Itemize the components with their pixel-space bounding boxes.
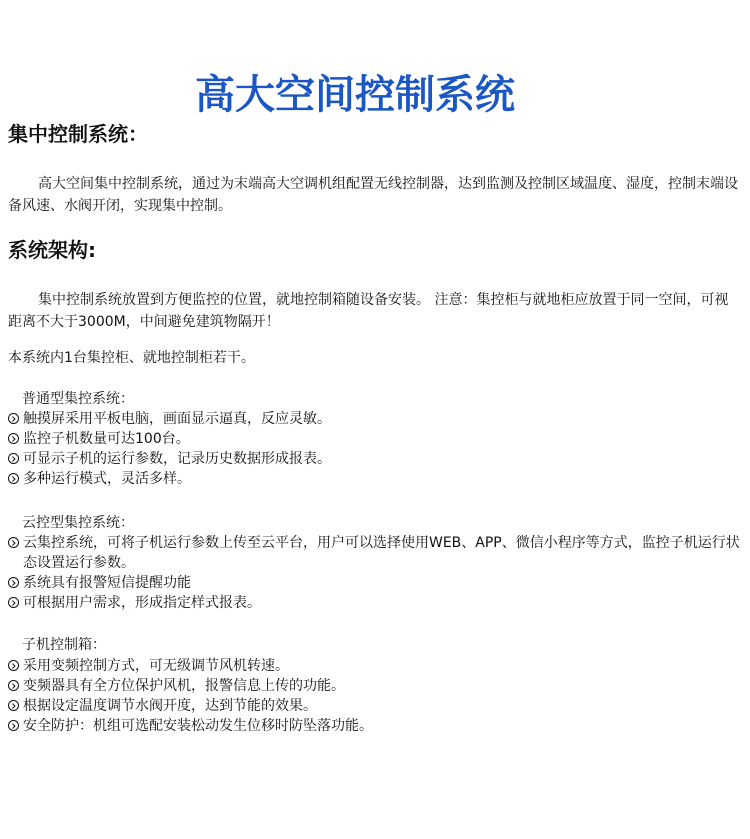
circled-chevron-right-icon <box>8 700 19 711</box>
list-item <box>8 696 743 716</box>
circled-chevron-right-icon <box>8 720 19 731</box>
list-item-text: 监控子机数量可达100台。 <box>23 431 190 447</box>
circled-chevron-right-icon <box>8 577 19 588</box>
standard-feature-list <box>8 409 743 489</box>
circled-chevron-right-icon <box>8 537 19 548</box>
list-item <box>8 656 743 676</box>
circled-chevron-right-icon <box>8 660 19 671</box>
list-item <box>8 676 743 696</box>
group-title-standard: 普通型集控系统： <box>22 391 134 407</box>
list-item-text: 系统具有报警短信提醒功能 <box>23 575 191 591</box>
group-title-sub-controller: 子机控制箱： <box>22 637 106 653</box>
list-item <box>8 429 743 449</box>
list-item <box>8 593 743 613</box>
architecture-note: 本系统内1台集控柜、就地控制柜若干。 <box>8 350 255 366</box>
list-item <box>8 716 743 736</box>
central-control-paragraph <box>8 173 740 217</box>
cloud-feature-list <box>8 533 743 613</box>
circled-chevron-right-icon <box>8 453 19 464</box>
group-title-cloud: 云控型集控系统： <box>22 515 134 531</box>
list-item <box>8 449 743 469</box>
circled-chevron-right-icon <box>8 680 19 691</box>
list-item-text: 多种运行模式，灵活多样。 <box>23 471 191 487</box>
list-item <box>8 533 743 573</box>
sub-controller-feature-list <box>8 656 743 736</box>
architecture-text: 集中控制系统放置到方便监控的位置，就地控制箱随设备安装。 注意：集控柜与就地柜应放置于同一空间，可视距离不大于3000M，中间避免建筑物隔开！ <box>8 292 729 330</box>
list-item-text: 触摸屏采用平板电脑，画面显示逼真，反应灵敏。 <box>23 411 331 427</box>
list-item-text: 变频器具有全方位保护风机，报警信息上传的功能。 <box>23 678 345 694</box>
circled-chevron-right-icon <box>8 413 19 424</box>
central-control-text: 高大空间集中控制系统，通过为末端高大空调机组配置无线控制器，达到监测及控制区域温度、湿度，控制末端设备风速、水阀开闭，实现集中控制。 <box>8 176 738 214</box>
list-item-text: 安全防护：机组可选配安装松动发生位移时防坠落功能。 <box>23 718 373 734</box>
page-title: 高大空间控制系统 <box>195 71 515 118</box>
architecture-paragraph <box>8 289 740 333</box>
list-item <box>8 573 743 593</box>
circled-chevron-right-icon <box>8 473 19 484</box>
list-item <box>8 469 743 489</box>
list-item-text: 根据设定温度调节水阀开度，达到节能的效果。 <box>23 698 317 714</box>
list-item <box>8 409 743 429</box>
list-item-text: 可显示子机的运行参数，记录历史数据形成报表。 <box>23 451 331 467</box>
section-heading-architecture: 系统架构: <box>8 238 96 262</box>
list-item-text: 云集控系统，可将子机运行参数上传至云平台，用户可以选择使用WEB、APP、微信小程序等方式，监控子机运行状态设置运行参数。 <box>23 535 740 571</box>
list-item-text: 可根据用户需求，形成指定样式报表。 <box>23 595 261 611</box>
circled-chevron-right-icon <box>8 433 19 444</box>
section-heading-central-control: 集中控制系统： <box>8 122 148 146</box>
circled-chevron-right-icon <box>8 597 19 608</box>
list-item-text: 采用变频控制方式，可无级调节风机转速。 <box>23 658 289 674</box>
